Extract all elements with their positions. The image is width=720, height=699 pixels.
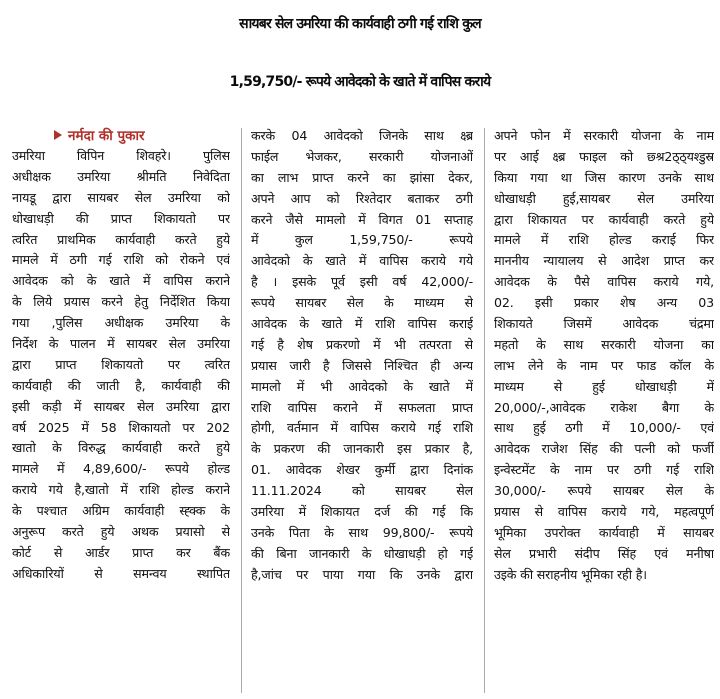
text-line: धोखाधड़ी की प्राप्त शिकायतो पर [12,210,230,226]
text-line: इसी कड़ी में सायबर सेल उमरिया द्वारा [12,398,230,414]
column-text [494,124,714,586]
text-line: किया गया था जिस कारण उनके साथ [494,169,714,185]
text-line: इन्वेस्टमेंट के नाम पर ठगी गई राशि [494,462,714,478]
text-line: उइके की सराहनीय भूमिका रही है। [494,566,647,582]
text-line: उमरिया में शिकायत दर्ज की गई कि [251,504,473,520]
text-line: 30,000/- रूपये सायबर सेल के [494,483,714,499]
column-text [12,146,230,585]
text-line: पर आई क्ष्ब्र फाइल को छ्श्र2ठ्ठ्यश्डुस्र [494,148,714,164]
text-line: कराये गये है,खातो में राशि होल्ड कराने [12,482,230,498]
text-line: प्रयास से वापिस कराये गये, महत्वपूर्ण [494,504,714,520]
column-divider [484,128,485,693]
text-line: अधीक्षक उमरिया श्रीमति निवेदिता [12,168,230,184]
headline [0,0,720,126]
text-line: 20,000/-,आवेदक राकेश बैगा के [494,399,714,415]
text-line: कोर्ट से आर्डर प्राप्त कर बैंक [12,544,230,560]
text-line: लाभ लेने के नाम पर फाड कॉल के [494,357,714,373]
text-line: आवेदक राजेश सिंह की पत्नी को फर्जी [494,441,714,457]
column-text [251,124,473,586]
byline [12,124,230,146]
text-line: भूमिका उपरोक्त कार्यवाही में सायबर [494,524,714,540]
text-line: माननीय न्यायालय से आदेश प्राप्त कर [494,253,714,269]
text-line: गया ,पुलिस अधीक्षक उमरिया के [12,315,230,331]
text-line: 11.11.2024 को सायबर सेल [251,483,473,499]
headline-line-2: 1,59,750/- रूपये आवेदको के खाते में वापिस कराये [229,74,491,90]
text-line: उनके पिता के साथ 99,800/- रूपये [251,524,473,540]
column-divider [241,128,242,693]
text-line: महतो के साथ सरकारी योजना का [494,336,714,352]
text-line: मामले में ठगी गई राशि को रोकने एवं [12,252,230,268]
text-line: निर्देश के पालन में सायबर सेल उमरिया [12,336,230,352]
text-line: का लाभ प्राप्त करने का झांसा देकर, [251,169,473,185]
text-line: मामले में राशि होल्ड कराई फिर [494,232,714,248]
text-line: अपने आप को रिश्तेदार बताकर ठगी [251,190,473,206]
text-line: राशि वापिस कराने में सफलता प्राप्त [251,399,473,415]
text-line: 01. आवेदक शेखर कुर्मी द्वारा दिनांक [251,462,473,478]
text-line: 02. इसी प्रकार शेष अन्य 03 [494,295,714,311]
text-line: है । इसके पूर्व इसी वर्ष 42,000/- [251,274,473,290]
text-line: होगी, वर्तमान में वापिस कराये गई राशि [251,420,473,436]
text-line: गई है शेष प्रकरणो में भी तत्परता से [251,336,473,352]
text-line: द्वारा प्राप्त शिकायतो पर त्वरित [12,356,230,372]
text-line: है,जांच पर पाया गया कि उनके द्वारा [251,566,473,582]
triangle-bullet-icon [54,130,62,140]
text-line: के प्रकरण की जानकारी इस प्रकार है, [251,441,473,457]
text-line: आवेदक को के खाते में वापिस कराने [12,273,230,289]
text-line: धोखाधड़ी हुई,सायबर सेल उमरिया [494,190,714,206]
text-line: अनुरूप करते हुये अथक प्रयासो से [12,524,230,540]
text-line: करके 04 आवेदको जिनके साथ क्ष्ब्र [251,128,473,143]
text-line: कार्यवाही की जाती है, कार्यवाही की [12,377,230,393]
text-line: अधिकारियों से समन्वय स्थापित [12,565,230,581]
text-line: साथ हुई ठगी में 10,000/- एवं [494,420,714,436]
text-line: नायडू द्वारा सायबर सेल उमरिया को [12,189,230,205]
text-line: खातो के विरुद्ध कार्यवाही करते हुये [12,440,230,456]
text-line: मामलो में भी आवेदको के खाते में [251,378,473,394]
text-line: माध्यम से हुई धोखाधड़ी में [494,378,714,394]
headline-line-1: सायबर सेल उमरिया की कार्यवाही ठगी गई राशि कुल [239,16,481,32]
text-line: मामले में 4,89,600/- रूपये होल्ड [12,461,230,477]
text-line: करने जैसे मामलो में विगत 01 सप्ताह [251,211,473,227]
text-line: अपने फोन में सरकारी योजना के नाम [494,128,714,143]
text-line: आवेदक के पैसे वापिस कराये गये, [494,274,714,290]
text-line: द्वारा शिकायत पर कार्यवाही करते हुये [494,211,714,227]
byline-text: नर्मदा की पुकार [68,128,145,144]
text-line: के पश्चात अग्रिम कार्यवाही स्ह्क्क के [12,503,230,519]
text-line: आवेदक के खाते में राशि वापिस कराई [251,316,473,332]
text-line: त्वरित प्राथमिक कार्यवाही करते हुये [12,231,230,247]
article-column-2 [251,124,473,699]
text-line: आवेदको के खाते में वापिस कराये गये [251,253,473,269]
text-line: फाईल भेजकर, सरकारी योजनाओं [251,148,473,164]
text-line: प्रयास जारी है जिससे निश्चित ही अन्य [251,357,473,373]
text-line: की बिना जानकारी के धोखाधड़ी हो गई [251,545,473,561]
text-line: शिकायते जिसमें आवेदक चंद्रमा [494,316,714,332]
text-line: के लिये प्रयास करने हेतु निर्देशित किया [12,294,230,310]
text-line: रूपये सायबर सेल के माध्यम से [251,295,473,311]
text-line: वर्ष 2025 में 58 शिकायतो पर 202 [12,419,230,435]
article-column-3 [494,124,714,699]
text-line: में कुल 1,59,750/- रूपये [251,232,473,248]
text-line: उमरिया विपिन शिवहरे। पुलिस [12,148,230,163]
text-line: सेल प्रभारी संदीप सिंह एवं मनीषा [494,545,714,561]
article-column-1 [12,124,230,699]
